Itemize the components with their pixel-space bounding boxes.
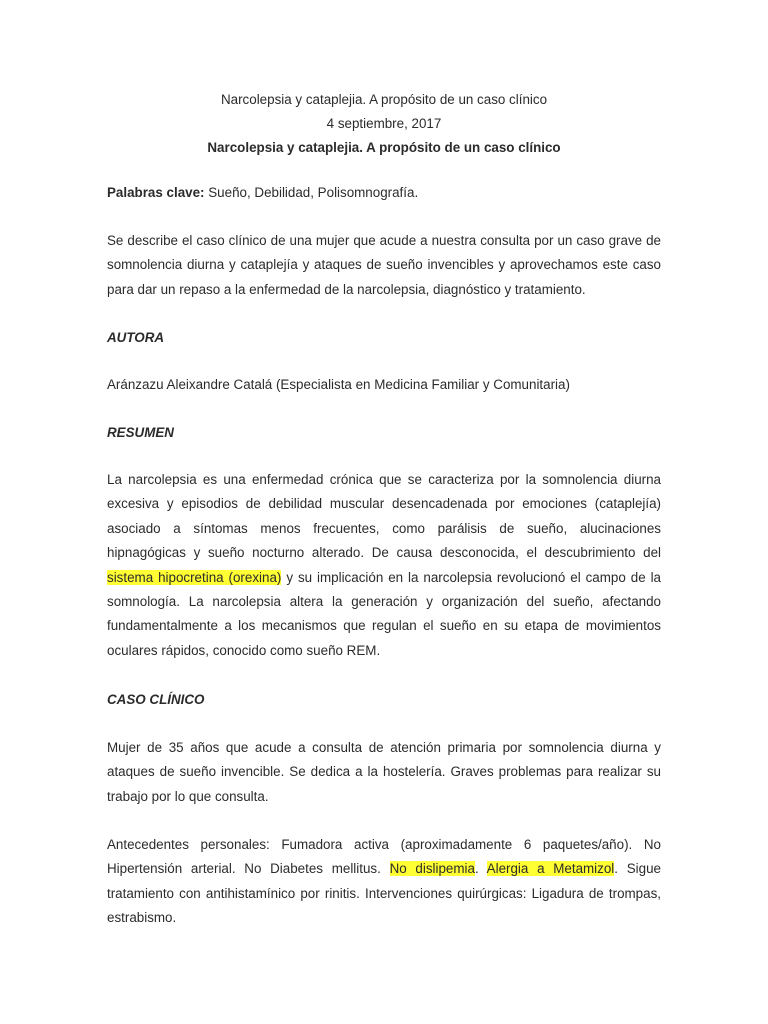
resumen-heading: RESUMEN: [107, 425, 174, 440]
resumen-text-1: La narcolepsia es una enfermedad crónica que se caracteriza por la somnolencia diurna excesiva y episodios de debilidad muscular desencadenada por emociones (cataplejía) asociado a síntomas menos frecuentes, como parálisis de sueño, alucinaciones hipnagógicas y sueño nocturno alterado. De causa desconocida, el descubrimiento del: [107, 472, 661, 561]
caso-clinico-heading: CASO CLÍNICO: [107, 692, 205, 707]
antecedentes-text-2: .: [474, 861, 487, 877]
highlighted-alergia-metamizol: Alergia a Metamizol: [486, 861, 615, 877]
resumen-paragraph: [107, 468, 661, 663]
publication-date: 4 septiembre, 2017: [326, 116, 442, 131]
document-title: Narcolepsia y cataplejia. A propósito de un caso clínico: [220, 92, 548, 107]
intro-paragraph: Se describe el caso clínico de una mujer que acude a nuestra consulta por un caso grave de somnolencia diurna y cataplejía y ataques de sueño invencibles y aprovechamos este caso para dar un repaso a la enfermedad de la narcolepsia, diagnóstico y tratamiento.: [107, 233, 661, 297]
antecedentes-paragraph: [107, 833, 661, 931]
highlighted-term-orexina: sistema hipocretina (orexina): [107, 569, 282, 585]
keywords-text: Sueño, Debilidad, Polisomnografía.: [204, 185, 419, 200]
keywords-line: [107, 185, 418, 201]
antecedentes-text-1: Antecedentes personales: Fumadora activa (aproximadamente 6 paquetes/año). No Hipertensión arterial. No Diabetes mellitus.: [107, 837, 661, 877]
highlighted-no-dislipemia: No dislipemia: [389, 861, 475, 877]
article-title: Narcolepsia y cataplejia. A propósito de un caso clínico: [207, 140, 561, 155]
caso-paragraph-1: Mujer de 35 años que acude a consulta de atención primaria por somnolencia diurna y ataques de sueño invencible. Se dedica a la hostelería. Graves problemas para realizar su trabajo por lo que consulta.: [107, 740, 661, 804]
resumen-text-2: y su implicación en la narcolepsia revolucionó el campo de la somnología. La narcolepsia altera la generación y organización del sueño, afectando fundamentalmente a los mecanismos que regulan el sueño en su etapa de movimientos oculares rápidos, conocido como sueño REM.: [107, 569, 662, 658]
autora-heading: AUTORA: [107, 330, 165, 345]
antecedentes-text-3: . Sigue tratamiento con antihistamínico por rinitis. Intervenciones quirúrgicas: Ligadura de trompas, estrabismo.: [107, 861, 661, 926]
keywords-label: Palabras clave:: [107, 185, 205, 200]
author-name: Aránzazu Aleixandre Catalá (Especialista en Medicina Familiar y Comunitaria): [107, 377, 570, 392]
